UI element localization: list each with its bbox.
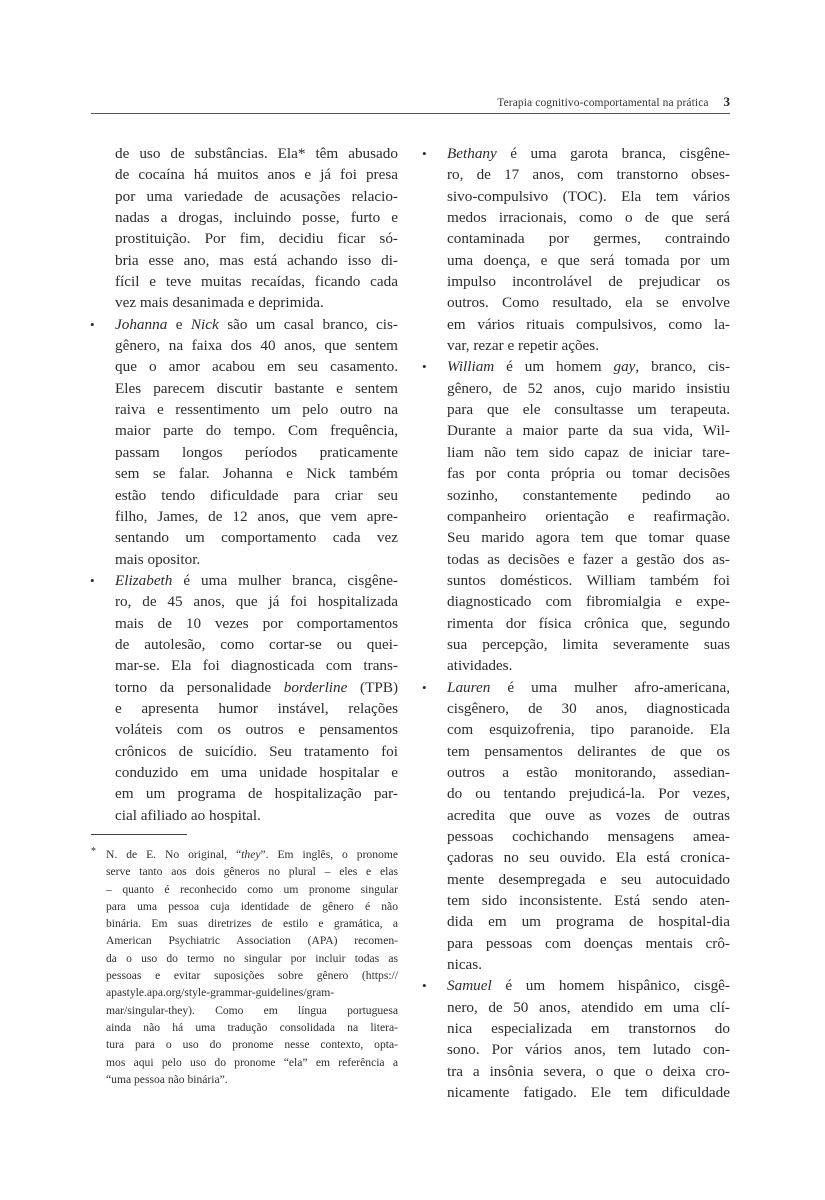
text-line: bria esse ano, mas está achando isso di-	[115, 251, 398, 269]
text-fragment: ”. Em inglês, o pronome	[260, 848, 398, 861]
text-line: é uma mulher branca, cisgêne-	[172, 571, 398, 589]
text-line: nero, de 50 anos, atendido em uma clí-	[447, 998, 730, 1016]
running-head	[91, 94, 730, 114]
text-line: e apresenta humor instável, relações	[115, 699, 398, 717]
text-line: American Psychiatric Association (APA) recomen-	[106, 934, 398, 948]
text-line: estão tendo dificuldade para criar seu	[115, 486, 398, 504]
case-name: Samuel	[447, 977, 492, 995]
text-line: sem se falar. Johanna e Nick também	[115, 465, 398, 483]
list-item-samuel	[422, 975, 730, 1103]
text-line: prostituição. Por fim, decidiu ficar só-	[115, 230, 398, 248]
text-line: nicas.	[447, 956, 483, 974]
italic-term: they	[241, 848, 261, 861]
text-line: mar/singular-they). Como em língua portuguesa	[106, 1003, 398, 1017]
text-line: para que ele consultasse um terapeuta.	[447, 401, 730, 419]
text-line: nicamente fatigado. Ele tem dificuldade	[447, 1084, 730, 1102]
text-line: çadoras no seu ouvido. Ela está cronica-	[447, 849, 730, 867]
text-line: gênero, na faixa dos 40 anos, que sentem	[115, 337, 398, 355]
text-line: em vários rituais compulsivos, como la-	[447, 315, 730, 333]
text-line: mar-se. Ela foi diagnosticada com trans-	[115, 657, 398, 675]
text-line: tra a insônia severa, o que o deixa cro-	[447, 1062, 730, 1080]
text-line: com esquizofrenia, tipo paranoide. Ela	[447, 721, 730, 739]
text-line: sono. Por vários anos, tem lutado con-	[447, 1041, 730, 1059]
text-fragment: N. de E. No original, “	[106, 848, 242, 861]
text-line: de uso de substâncias. Ela* têm abusado	[115, 145, 398, 162]
text-line: do ou tentando prejudicá-la. Por vezes,	[447, 785, 730, 803]
page-number: 3	[723, 94, 730, 109]
running-head-title: Terapia cognitivo-comportamental na prática	[497, 97, 709, 109]
text-line: pessoas cochichando mensagens amea-	[447, 828, 730, 845]
list-item-elizabeth	[90, 570, 399, 826]
case-name: William	[447, 358, 495, 376]
list-item-bethany	[422, 143, 730, 356]
left-column	[90, 143, 399, 826]
text-line: outros. Como resultado, ela se envolve	[447, 294, 730, 312]
case-name: Bethany	[447, 145, 497, 162]
text-line: rimenta dor física crônica que, segundo	[447, 614, 730, 632]
text-line: de autolesão, como cortar-se ou quei-	[115, 635, 398, 653]
case-name: Johanna	[115, 315, 168, 333]
text-line: binária. Em suas diretrizes de estilo e gramática, a	[106, 917, 398, 931]
list-item-william	[422, 356, 730, 676]
text-line: gênero, de 52 anos, cujo marido insistiu	[447, 379, 730, 397]
bullet-icon: •	[422, 978, 427, 994]
bullet-icon: •	[90, 572, 95, 588]
text-line: todas as decisões e fazer a gestão dos as-	[447, 550, 730, 568]
text-line: diagnosticado com fibromialgia e expe-	[447, 593, 730, 611]
text-line: voláteis com os outros e pensamentos	[115, 721, 398, 739]
text-line: maior parte do tempo. Com frequência,	[115, 422, 398, 440]
text-line: sua percepção, limita severamente suas	[447, 635, 730, 653]
footnote-mark: *	[91, 846, 96, 857]
continuation-paragraph	[115, 143, 398, 314]
text-line: uma doença, e que será tomada por um	[447, 251, 730, 269]
bullet-icon: •	[422, 679, 427, 695]
conjunction: e	[167, 315, 191, 333]
text-line: nica especializada em transtornos do	[447, 1020, 730, 1038]
text-line: contaminada por germes, contraindo	[447, 230, 730, 248]
list-item-johanna-nick	[90, 314, 398, 570]
text-line: outros a estão monitorando, assedian-	[447, 763, 730, 781]
text-line: passam longos períodos praticamente	[115, 443, 398, 461]
footnote-divider	[91, 834, 187, 835]
text-line: acredita que ouve as vozes de outras	[447, 806, 730, 824]
text-line: impulso incontrolável de prejudicar os	[447, 273, 730, 291]
text-line: fas por conta própria ou tomar decisões	[447, 465, 730, 483]
text-line: sivo-compulsivo (TOC). Ela tem vários	[447, 187, 730, 205]
footnote	[91, 846, 398, 1088]
text-line: ainda não há uma tradução consolidada na litera-	[106, 1020, 398, 1034]
text-line: atividades.	[447, 657, 513, 675]
text-line: tem pensamentos delirantes de que os	[447, 742, 730, 760]
text-line: por uma variedade de acusações relacio-	[115, 187, 398, 205]
text-line: mente desempregada e seu autocuidado	[447, 870, 730, 888]
text-line: vez mais desanimada e deprimida.	[115, 294, 324, 312]
text-line: – quanto é reconhecido como um pronome singular	[106, 882, 398, 896]
case-name: Elizabeth	[115, 571, 173, 589]
text-line: nadas a drogas, incluindo posse, furto e	[115, 209, 398, 227]
text-line: que o amor acabou em seu casamento.	[115, 358, 398, 376]
text-line: companheiro orientação e reafirmação.	[447, 507, 730, 525]
text-line: é um homem hispânico, cisgê-	[491, 977, 730, 995]
text-fragment: , branco, cis-	[635, 358, 730, 376]
text-line: dida em um programa de hospital-dia	[447, 913, 730, 931]
case-name: Lauren	[447, 678, 491, 696]
text-line: liam não tem sido capaz de iniciar tare-	[447, 443, 730, 461]
text-line: var, rezar e repetir ações.	[447, 337, 600, 355]
text-fragment: é um homem	[494, 358, 614, 376]
text-line: cial afiliado ao hospital.	[115, 806, 261, 824]
text-line: é uma mulher afro-americana,	[490, 678, 730, 696]
text-line: “uma pessoa não binária”.	[106, 1072, 228, 1086]
text-line: Eles parecem discutir bastante e sentem	[115, 379, 398, 397]
text-line: sentando um comportamento cada vez	[115, 529, 398, 547]
text-line: para pessoas com doenças mentais crô-	[447, 934, 730, 952]
bullet-icon: •	[422, 359, 427, 375]
text-line: ro, de 17 anos, com transtorno obses-	[447, 166, 730, 184]
text-line: raiva e ressentimento um pelo outro na	[115, 401, 398, 419]
text-line: torno da personalidade	[115, 678, 284, 696]
italic-term: borderline	[283, 678, 348, 696]
text-line: Durante a maior parte da sua vida, Wil-	[447, 422, 730, 440]
text-line: tem sido inconsistente. Está sendo aten-	[447, 892, 730, 910]
bullet-icon: •	[422, 146, 427, 161]
text-line: pessoas e evitar suposições sobre gênero (https://	[106, 969, 398, 983]
text-line: de cocaína há muitos anos e já foi presa	[115, 166, 398, 184]
text-line: mos aqui pelo uso do pronome “ela” em referência a	[106, 1055, 398, 1069]
text-line: filho, James, de 12 anos, que vem apre-	[115, 507, 398, 525]
text-line: suntos domésticos. William também foi	[447, 571, 730, 589]
text-line: sozinho, constantemente pedindo ao	[447, 486, 730, 504]
text-line: medos irracionais, como o de que será	[447, 209, 730, 227]
text-line: ro, de 45 anos, que já foi hospitalizada	[115, 593, 398, 611]
text-line: crônicos de suicídio. Seu tratamento foi	[115, 742, 398, 760]
text-line: mais opositor.	[115, 550, 201, 568]
text-line: apastyle.apa.org/style-grammar-guidelines/gram-	[106, 986, 335, 1000]
text-line: serve tanto aos dois gêneros no plural – eles e elas	[106, 865, 398, 879]
italic-term: gay	[613, 358, 636, 376]
text-line: conduzido em uma unidade hospitalar e	[115, 763, 398, 781]
text-fragment: (TPB)	[347, 678, 399, 696]
text-line: cisgênero, de 30 anos, diagnosticada	[447, 699, 730, 717]
right-column	[422, 143, 730, 1103]
text-line: Seu marido agora tem que tomar quase	[447, 529, 730, 547]
text-line: são um casal branco, cis-	[218, 315, 398, 333]
text-line: para uma pessoa cuja identidade de gênero é não	[106, 899, 398, 913]
case-name: Nick	[190, 315, 219, 333]
text-line: em um programa de hospitalização par-	[115, 785, 398, 803]
text-line: mais de 10 vezes por comportamentos	[115, 614, 398, 632]
text-line: é uma garota branca, cisgêne-	[496, 145, 730, 162]
bullet-icon: •	[90, 316, 95, 332]
text-line: da o uso do termo no singular por incluir todas as	[106, 951, 398, 965]
text-line: tura para o uso do pronome nesse contexto, opta-	[106, 1038, 398, 1052]
text-line: fícil e teve muitas recaídas, ficando cada	[115, 273, 398, 291]
list-item-lauren	[422, 677, 730, 976]
